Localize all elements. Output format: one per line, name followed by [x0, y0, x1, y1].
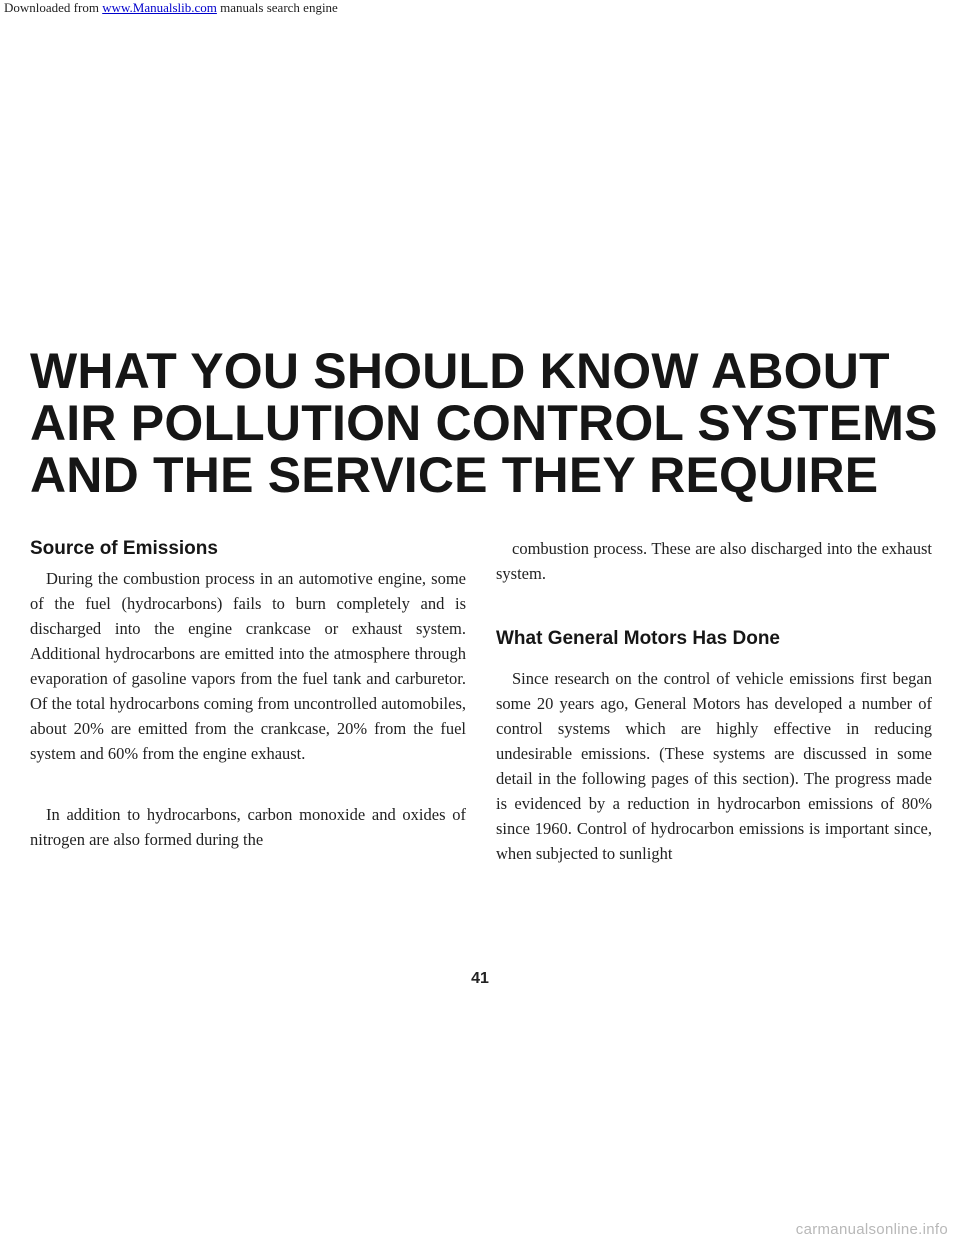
right-column [496, 536, 932, 866]
paragraph-emissions-sources: During the combustion process in an automotive engine, some of the fuel (hydrocarbons) fails to burn completely and is discharged into the engine crankcase or exhaust system. Additional hydrocarbons are emitted into the atmosphere through evaporation of gasoline vapors from the fuel tank and carburetor. Of the total hydrocarbons coming from uncontrolled automobiles, about 20% are emitted from the crankcase, 20% from the fuel system and 60% from the engine exhaust. [30, 569, 466, 763]
title-line-1: WHAT YOU SHOULD KNOW ABOUT [30, 343, 890, 399]
footer-watermark: carmanualsonline.info [795, 1221, 948, 1238]
download-suffix: manuals search engine [216, 0, 338, 15]
section-heading-source-of-emissions: Source of Emissions [30, 538, 218, 559]
paragraph-other-emissions: In addition to hydrocarbons, carbon monoxide and oxides of nitrogen are also formed during the [30, 805, 466, 849]
paragraph-continuation: combustion process. These are also discharged into the exhaust system. [496, 539, 932, 583]
page-title [30, 343, 938, 503]
section-heading-what-gm-has-done: What General Motors Has Done [496, 628, 780, 649]
title-line-2: AIR POLLUTION CONTROL SYSTEMS [30, 395, 938, 451]
paragraph-gm-research: Since research on the control of vehicle emissions first began some 20 years ago, General Motors has developed a number of control systems which are highly effective in reducing undesirable emissions. (These systems are discussed in some detail in the following pages of this section). The progress made is evidenced by a reduction in hydrocarbon emissions of 80% since 1960. Control of hydrocarbon emissions is important since, when subjected to sunlight [496, 669, 932, 863]
download-prefix: Downloaded from [4, 0, 103, 15]
title-line-3: AND THE SERVICE THEY REQUIRE [30, 447, 879, 503]
page-number: 41 [471, 970, 489, 987]
left-column [30, 536, 466, 852]
manualslib-link[interactable]: www.Manualslib.com [102, 0, 217, 15]
download-source-line [4, 0, 338, 16]
